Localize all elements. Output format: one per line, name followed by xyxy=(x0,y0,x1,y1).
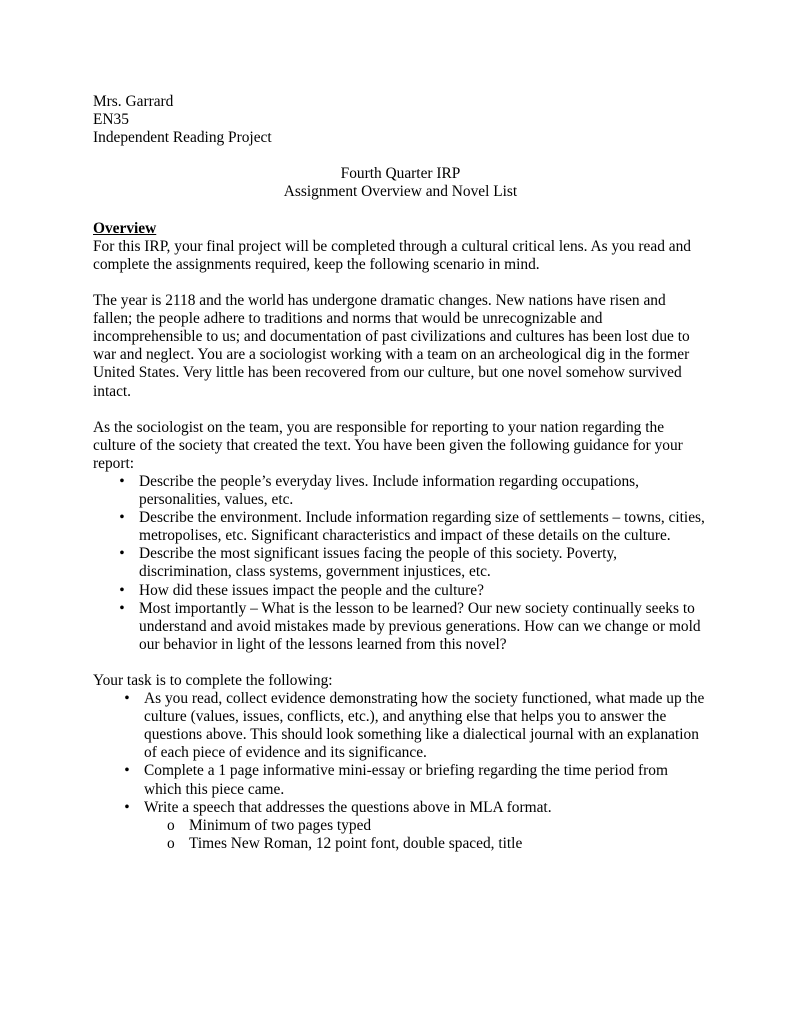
scenario-paragraph: The year is 2118 and the world has undergone dramatic changes. New nations have risen and fallen; the people adhere to traditions and norms that would be unrecognizable and incomprehensible to us; and documentation of past civilizations and cultures has been lost due to war and neglect. You are a sociologist working with a team on an archeological dig in the former United States. Very little has been recovered from our culture, but one novel somehow survived intact. xyxy=(93,292,690,400)
list-item: • Write a speech that addresses the questions above in MLA format. xyxy=(93,799,708,817)
list-item: • As you read, collect evidence demonstrating how the society functioned, what made up the culture (values, issues, conflicts, etc.), and anything else that helps you to answer the questions above. This should look something like a dialectical journal with an explanation of each piece of evidence and its significance. xyxy=(93,690,708,762)
overview-section xyxy=(93,220,708,654)
bullet-icon: • xyxy=(119,472,125,490)
bullet-icon: • xyxy=(124,798,130,816)
bullet-icon: • xyxy=(119,545,125,563)
tasks-intro: Your task is to complete the following: xyxy=(93,672,333,689)
project-name: Independent Reading Project xyxy=(93,129,272,147)
document-page xyxy=(93,93,708,853)
tasks-section xyxy=(93,672,708,853)
list-item: o Minimum of two pages typed xyxy=(167,816,372,834)
guidance-intro: As the sociologist on the team, you are responsible for reporting to your nation regarding the culture of the society that created the text. You have been given the following guidance for your report: xyxy=(93,418,683,472)
overview-heading: Overview xyxy=(93,219,157,237)
overview-intro: For this IRP, your final project will be completed through a cultural critical lens. As you read and complete the assignments required, keep the following scenario in mind. xyxy=(93,237,691,273)
task-list xyxy=(93,690,708,817)
guidance-list xyxy=(93,473,708,654)
speech-requirements-list xyxy=(93,817,708,853)
list-item: • Describe the people’s everyday lives. Include information regarding occupations, personalities, values, etc. xyxy=(93,473,708,509)
list-item: o Times New Roman, 12 point font, double spaced, title xyxy=(167,834,523,852)
document-title xyxy=(93,165,708,201)
list-item: • Describe the environment. Include information regarding size of settlements – towns, cities, metropolises, etc. Significant characteristics and impact of these details on the culture. xyxy=(93,509,708,545)
teacher-name: Mrs. Garrard xyxy=(93,93,174,110)
document-header xyxy=(93,93,708,147)
title-line-1: Fourth Quarter IRP xyxy=(340,165,461,183)
bullet-icon: • xyxy=(119,599,125,617)
list-item: • How did these issues impact the people and the culture? xyxy=(93,582,708,600)
bullet-icon: • xyxy=(119,581,125,599)
list-item: • Describe the most significant issues facing the people of this society. Poverty, discrimination, class systems, government injustices, etc. xyxy=(93,545,708,581)
circle-bullet-icon: o xyxy=(167,816,175,834)
bullet-icon: • xyxy=(124,762,130,780)
list-item: • Complete a 1 page informative mini-essay or briefing regarding the time period from which this piece came. xyxy=(93,762,708,798)
bullet-icon: • xyxy=(124,690,130,708)
course-code: EN35 xyxy=(93,111,129,129)
list-item: • Most importantly – What is the lesson to be learned? Our new society continually seeks to understand and avoid mistakes made by previous generations. How can we change or mold our behavior in light of the lessons learned from this novel? xyxy=(93,600,708,654)
bullet-icon: • xyxy=(119,509,125,527)
title-line-2: Assignment Overview and Novel List xyxy=(283,183,518,201)
circle-bullet-icon: o xyxy=(167,834,175,852)
